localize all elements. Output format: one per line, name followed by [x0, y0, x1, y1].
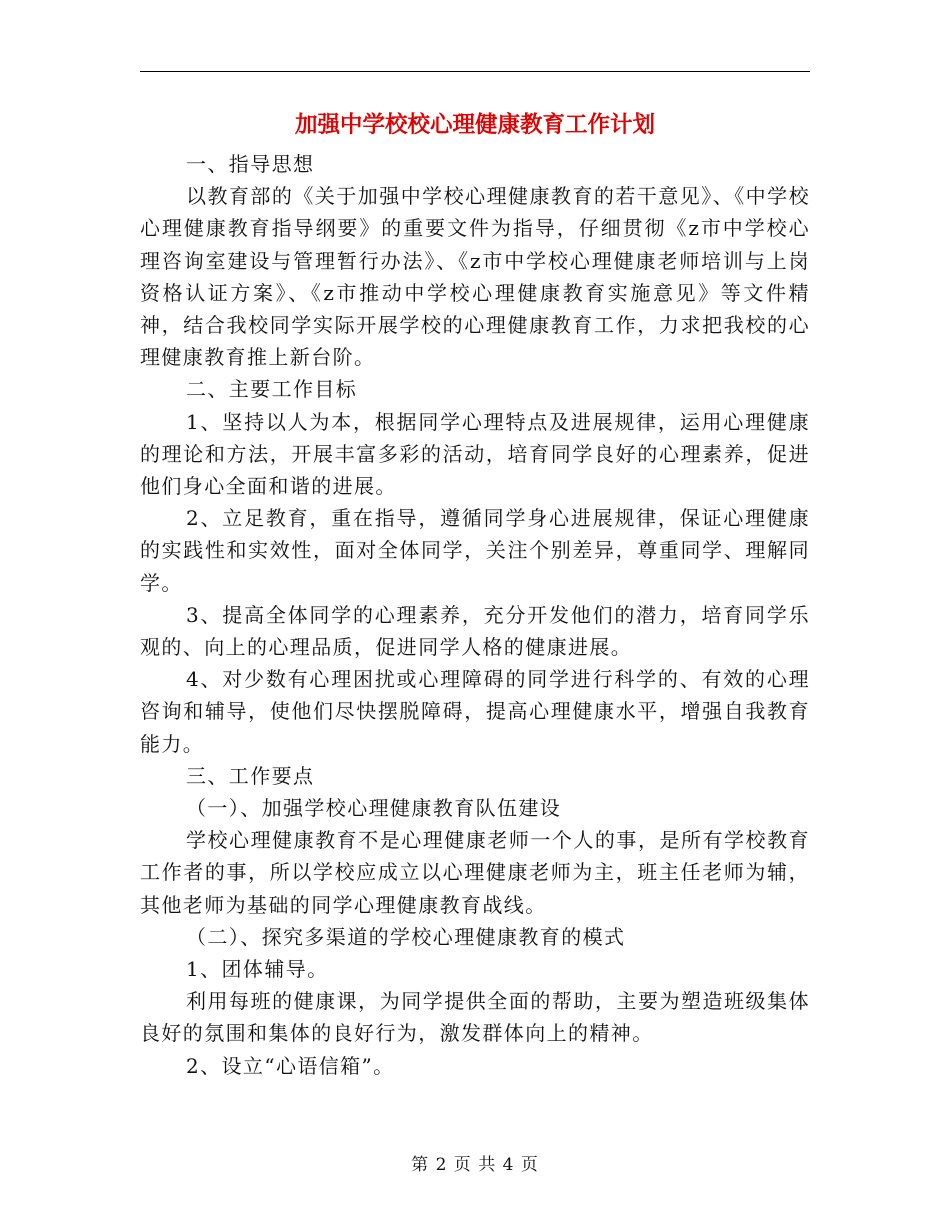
paragraph-goal-4: 4、对少数有心理困扰或心理障碍的同学进行科学的、有效的心理咨询和辅导，使他们尽快摆脱障碍，提高心理健康水平，增强自我教育能力。 [140, 667, 810, 756]
document-body [140, 148, 810, 1082]
paragraph-guiding-ideology: 以教育部的《关于加强中学校心理健康教育的若干意见》、《中学校心理健康教育指导纲要》的重要文件为指导，仔细贯彻《z市中学校心理咨询室建设与管理暂行办法》、《z市中学校心理健康老师培训与上岗资格认证方案》、《z市推动中学校心理健康教育实施意见》等文件精神，结合我校同学实际开展学校的心理健康教育工作，力求把我校的心理健康教育推上新台阶。 [140, 184, 810, 370]
document-title: 加强中学校校心理健康教育工作计划 [294, 112, 655, 138]
section-heading-key-points: 三、工作要点 [186, 763, 315, 788]
item-mailbox: 2、设立“心语信箱”。 [186, 1053, 395, 1078]
subheading-team-building: （一）、加强学校心理健康教育队伍建设 [186, 796, 562, 821]
section-heading-guiding-ideology: 一、指导思想 [186, 152, 315, 176]
item-group-counseling: 1、团体辅导。 [186, 957, 329, 982]
paragraph-goal-3: 3、提高全体同学的心理素养，充分开发他们的潜力，培育同学乐观的、向上的心理品质，促进同学人格的健康进展。 [140, 602, 810, 660]
page-footer: 第 2 页 共 4 页 [411, 1155, 539, 1175]
subheading-multi-channel-model: （二）、探究多渠道的学校心理健康教育的模式 [186, 924, 626, 949]
header-rule [140, 71, 810, 72]
paragraph-group-counseling: 利用每班的健康课，为同学提供全面的帮助，主要为塑造班级集体良好的氛围和集体的良好行为，激发群体向上的精神。 [140, 989, 810, 1046]
paragraph-goal-1: 1、坚持以人为本，根据同学心理特点及进展规律，运用心理健康的理论和方法，开展丰富多彩的活动，培育同学良好的心理素养，促进他们身心全面和谐的进展。 [140, 409, 810, 499]
section-heading-main-goals: 二、主要工作目标 [186, 377, 358, 402]
paragraph-goal-2: 2、立足教育，重在指导，遵循同学身心进展规律，保证心理健康的实践性和实效性，面对全体同学，关注个别差异，尊重同学、理解同学。 [140, 506, 810, 595]
paragraph-team-building: 学校心理健康教育不是心理健康老师一个人的事，是所有学校教育工作者的事，所以学校应成立以心理健康老师为主，班主任老师为辅，其他老师为基础的同学心理健康教育战线。 [140, 828, 810, 917]
